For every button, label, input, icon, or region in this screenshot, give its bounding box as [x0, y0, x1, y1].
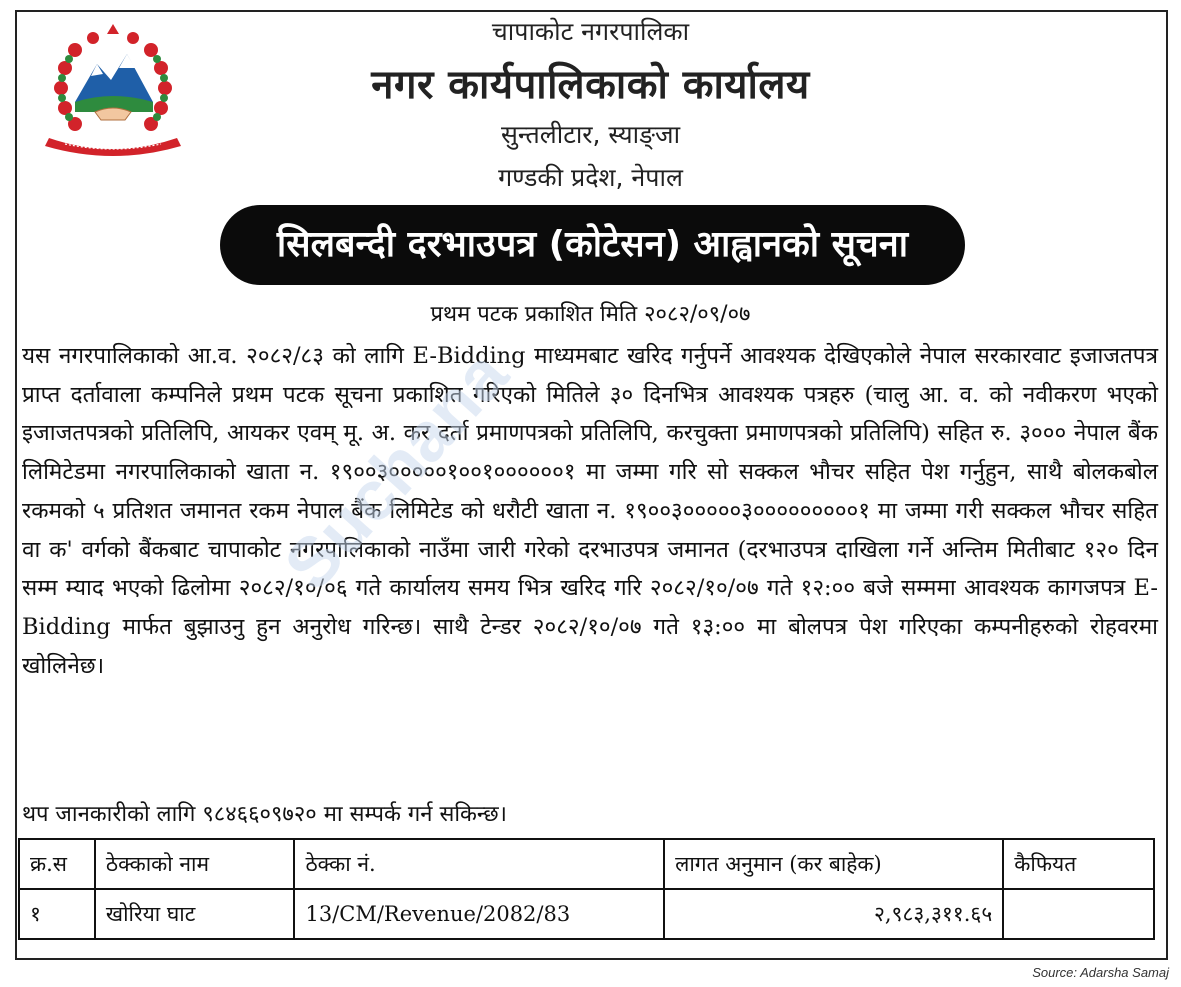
cell-contract-name: खोरिया घाट — [95, 889, 295, 939]
cell-cost-estimate: २,९८३,३११.६५ — [664, 889, 1003, 939]
tender-table — [18, 838, 1155, 940]
table-header-row — [19, 839, 1154, 889]
cell-serial: १ — [19, 889, 95, 939]
watermark-text: Suchana — [269, 335, 523, 605]
col-contract-name: ठेक्काको नाम — [95, 839, 295, 889]
notice-title: सिलबन्दी दरभाउपत्र (कोटेसन) आह्वानको सूचना — [220, 205, 965, 285]
source-credit: Source: Adarsha Samaj — [1032, 965, 1169, 980]
notice-body: यस नगरपालिकाको आ.व. २०८२/८३ को लागि E-Bidding माध्यमबाट खरिद गर्नुपर्ने आवश्यक देखिएकोले नेपाल सरकारवाट इजाजतपत्र प्राप्त दर्तावाला कम्पनिले प्रथम पटक सूचना प्रकाशित गरिएको मितिले ३० दिनभित्र आवश्यक पत्रहरु (चालु आ. व. को नवीकरण भएको इजाजतपत्रको प्रतिलिपि, आयकर एवम् मू. अ. कर दर्ता प्रमाणपत्रको प्रतिलिपि, करचुक्ता प्रमाणपत्रको प्रतिलिपि) सहित रु. ३००० नेपाल बैंक लिमिटेडमा नगरपालिकाको खाता न. १९००३०००००१००१००००००१ मा जम्मा गरि सो सक्कल भौचर सहित पेश गर्नुहुन, साथै बोलकबोल रकमको ५ प्रतिशत जमानत रकम नेपाल बैंक लिमिटेड को धरौटी खाता न. १९००३०००००३०००००००००१ मा जम्मा गरी सक्कल भौचर सहित वा क' वर्गको बैंकबाट चापाकोट नगरपालिकाको नाउँमा जारी गरेको दरभाउपत्र जमानत (दरभाउपत्र दाखिला गर्ने अन्तिम मितीबाट १२० दिन सम्म म्याद भएको ढिलोमा २०८२/१०/०६ गते कार्यालय समय भित्र खरिद गरि २०८२/१०/०७ गते १२:०० बजे सम्ममा आवश्यक कागजपत्र E-Bidding मार्फत बुझाउनु हुन अनुरोध गरिन्छ। साथै टेन्डर २०८२/१०/०७ गते १३:०० मा बोलपत्र पेश गरिएका कम्पनीहरुको रोहवरमा खोलिनेछ। — [22, 343, 1158, 679]
municipality-name: चापाकोट नगरपालिका — [491, 17, 690, 46]
table-row — [19, 889, 1154, 939]
office-title: नगर कार्यपालिकाको कार्यालय — [371, 62, 810, 108]
office-location: सुन्तलीटार, स्याङ्जा — [500, 120, 681, 149]
province-country: गण्डकी प्रदेश, नेपाल — [498, 163, 683, 192]
col-remarks: कैफियत — [1003, 839, 1154, 889]
col-serial: क्र.स — [19, 839, 95, 889]
col-cost-estimate: लागत अनुमान (कर बाहेक) — [664, 839, 1003, 889]
contact-line: थप जानकारीको लागि ९८४६६०९७२० मा सम्पर्क गर्न सकिन्छ। — [22, 802, 507, 827]
publication-date: प्रथम पटक प्रकाशित मिति २०८२/०९/०७ — [430, 302, 751, 327]
cell-remarks — [1003, 889, 1154, 939]
col-contract-number: ठेक्का नं. — [294, 839, 664, 889]
cell-contract-number: 13/CM/Revenue/2082/83 — [294, 889, 664, 939]
